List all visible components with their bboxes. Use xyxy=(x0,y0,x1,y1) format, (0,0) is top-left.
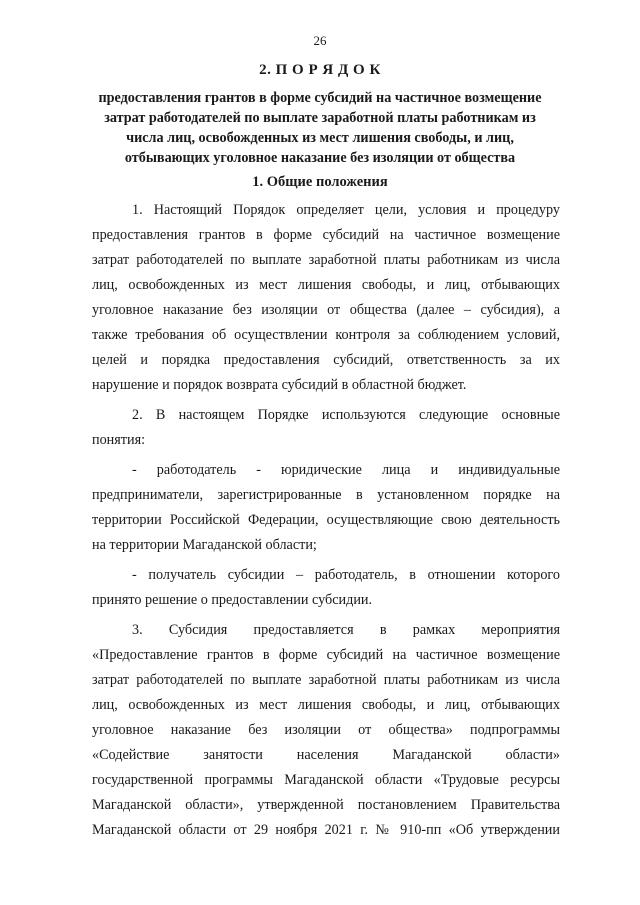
paragraph-line: понятия: xyxy=(92,432,146,448)
paragraph-line: лиц, освобожденных из мест лишения свободы, и лиц, отбывающих xyxy=(92,697,560,713)
paragraph-line: лиц, освобожденных из мест лишения свободы, и лиц, отбывающих xyxy=(92,277,560,293)
document-subtitle xyxy=(92,88,548,168)
definition-line: - получатель субсидии – работодатель, в отношении которого xyxy=(132,567,560,583)
subtitle-line: предоставления грантов в форме субсидий на частичное возмещение xyxy=(98,90,542,106)
paragraph-line: уголовное наказание без изоляции от общества» подпрограммы xyxy=(92,722,560,738)
paragraph-line: 3. Субсидия предоставляется в рамках мероприятия xyxy=(132,622,560,638)
definition-line: территории Российской Федерации, осуществляющие свою деятельность xyxy=(92,512,560,528)
paragraph-line: затрат работодателей по выплате заработной платы работникам из числа xyxy=(92,672,560,688)
definition-line: на территории Магаданской области; xyxy=(92,537,317,553)
paragraph-line: «Содействие занятости населения Магаданской области» xyxy=(92,747,560,763)
definition-line: предприниматели, зарегистрированные в установленном порядке на xyxy=(92,487,560,503)
document-title: 2. П О Р Я Д О К xyxy=(259,62,381,78)
paragraph-line: Магаданской области от 29 ноября 2021 г. № 910-пп «Об утверждении xyxy=(92,822,560,838)
paragraph-line: уголовное наказание без изоляции от общества (далее – субсидия), а xyxy=(92,302,560,318)
paragraph-line: Магаданской области», утвержденной постановлением Правительства xyxy=(92,797,560,813)
paragraph-line: нарушение и порядок возврата субсидий в областной бюджет. xyxy=(92,377,467,393)
subtitle-line: затрат работодателей по выплате заработной платы работникам из xyxy=(104,110,536,126)
paragraph-line: предоставления грантов в форме субсидий на частичное возмещение xyxy=(92,227,560,243)
paragraph-line: также требования об осуществлении контроля за соблюдением условий, xyxy=(92,327,560,343)
definition-line: - работодатель - юридические лица и индивидуальные xyxy=(132,462,560,478)
section-heading: 1. Общие положения xyxy=(252,174,388,190)
paragraph-line: 1. Настоящий Порядок определяет цели, условия и процедуру xyxy=(132,202,560,218)
definition-line: принято решение о предоставлении субсидии. xyxy=(92,592,373,608)
paragraph-line: 2. В настоящем Порядке используются следующие основные xyxy=(132,407,560,423)
subtitle-line: отбывающих уголовное наказание без изоляции от общества xyxy=(124,150,516,166)
paragraph-line: государственной программы Магаданской области «Трудовые ресурсы xyxy=(92,772,560,788)
paragraph-line: «Предоставление грантов в форме субсидий на частичное возмещение xyxy=(92,647,560,663)
paragraph-line: затрат работодателей по выплате заработной платы работникам из числа xyxy=(92,252,560,268)
subtitle-line: числа лиц, освобожденных из мест лишения свободы, и лиц, xyxy=(126,130,514,146)
paragraph-line: целей и порядка предоставления субсидий, ответственность за их xyxy=(92,352,560,368)
page-number: 26 xyxy=(313,33,327,48)
